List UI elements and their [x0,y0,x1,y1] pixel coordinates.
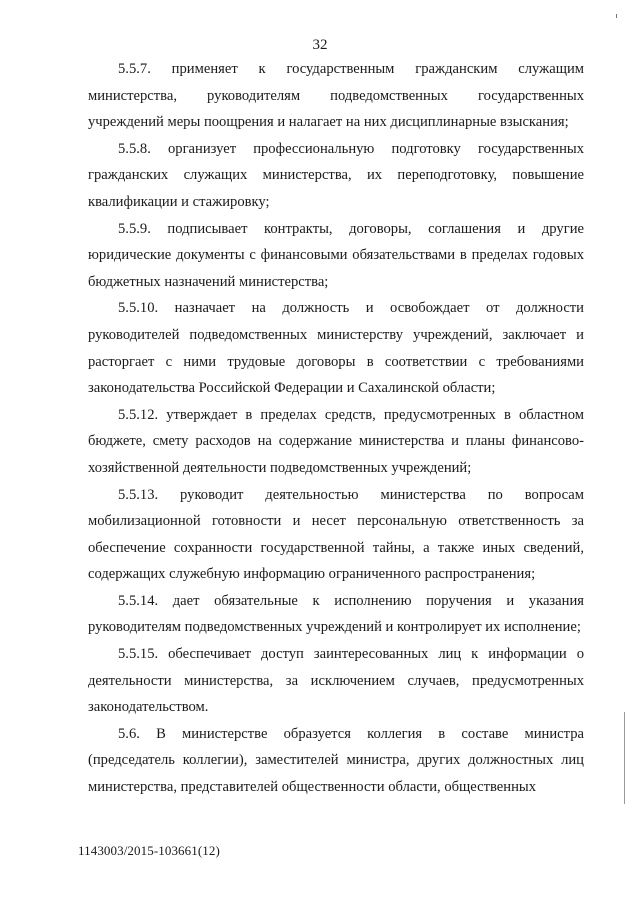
paragraph-5-5-12: 5.5.12. утверждает в пределах средств, предусмотренных в областном бюджете, смету расходов на содержание министерства и планы финансово-хозяйственной деятельности подведомственных учреждений; [88,406,584,476]
scan-edge-mark-top [616,14,617,18]
paragraph-5-5-13: 5.5.13. руководит деятельностью министерства по вопросам мобилизационной готовности и несет персональную ответственность за обеспечение сохранности государственной тайны, а также иных сведений, содержащих служебную информацию ограниченного распространения; [88,486,584,583]
paragraph-5-5-15: 5.5.15. обеспечивает доступ заинтересованных лиц к информации о деятельности министерства, за исключением случаев, предусмотренных законодательством. [88,646,584,716]
paragraph-5-5-10: 5.5.10. назначает на должность и освобождает от должности руководителей подведомственных министерству учреждений, заключает и расторгает с ними трудовые договоры в соответствии с требованиями законодательства Российской Федерации и Сахалинской области; [88,300,584,397]
document-id-footer: 1143003/2015-103661(12) [78,843,220,858]
paragraph-5-6: 5.6. В министерстве образуется коллегия в составе министра (председатель коллегии), заместителей министра, других должностных лиц министерства, представителей общественности области, общественных [88,725,584,796]
document-body [88,56,584,801]
page-number: 32 [312,37,328,53]
paragraph-5-5-8: 5.5.8. организует профессиональную подготовку государственных гражданских служащих министерства, их переподготовку, повышение квалификации и стажировку; [88,140,584,210]
paragraph-5-5-7: 5.5.7. применяет к государственным гражданским служащим министерства, руководителям подведомственных государственных учреждений меры поощрения и налагает на них дисциплинарные взыскания; [88,61,584,131]
paragraph-5-5-9: 5.5.9. подписывает контракты, договоры, соглашения и другие юридические документы с финансовыми обязательствами в пределах годовых бюджетных назначений министерства; [88,220,584,290]
scan-edge-mark-bottom [624,712,625,804]
paragraph-5-5-14: 5.5.14. дает обязательные к исполнению поручения и указания руководителям подведомственных учреждений и контролирует их исполнение; [88,592,584,636]
